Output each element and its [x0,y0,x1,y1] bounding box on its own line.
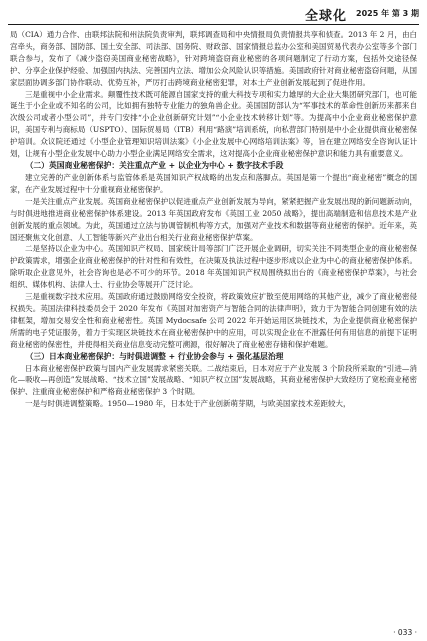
article-body [10,29,417,623]
paragraph: 一是关注重点产业发展。英国商业秘密保护以促进重点产业创新发展为导向，紧紧把握产业发展出现的新问题新动向，与时俱进地推进商业秘密保护体系建设。2013 年英国政府发布《英国工业 2050 战略》，提出高端制造和信息技术是产业创新发展的重点领域。为此，英国通过立法与协调管制机构等方式，加强对产业技术和数据等商业秘密的保护。近年来，英国还聚焦文化创意、人工智能等新兴产业出台相关行业商业秘密保护草案。 [10,196,417,242]
page-number: · 033 · [393,628,417,637]
paragraph: 局（CIA）通力合作、由联邦法院和州法院负责审判，联邦调查局和中央情报局负责情报共享和侦查。2013 年 2 月，由白宫牵头，商务部、国防部、国土安全部、司法部、国务院、财政部、国家情报总监办公室和美国贸易代表办公室等多个部门联合参与，发布了《减少盗窃美国商业秘密战略》，针对跨境盗窃商业秘密的各项问题制定了行动方案，包括外交途径保护、分享企业保护经验、加强国内执法、完善国内立法、增加公众风险认识等措施。美国政府针对商业秘密盗窃问题，从国家层面协调多部门协作联动、优势互补，严厉打击跨境商业秘密犯罪，对本土产业创新发展起到了促进作用。 [10,30,417,87]
paragraph: 一是与时俱进调整策略。1950—1980 年，日本处于产业创新萌芽期，与欧美国家技术差距较大， [25,399,351,409]
journal-brand: 全球化 [304,9,347,24]
paragraph: 三是重视数字技术应用。英国政府通过鼓励网络安全投资，将政策效应扩散至使用网络的其他产业，减少了商业秘密侵权损失。英国法律科技委员会于 2020 年发布《英国对加密资产与智能合同的法律声明》，致力于为智能合同创建有效的法律框架，增加交易安全性和商业秘密性。英国 Mydocsafe 公司 2022 年开始运用区块链技术，为企业提供商业秘密保护所需的电子凭证服务，着力于实现区块链技术在商业秘密保护中的应用，可以实现企业在不泄露任何有用信息的前提下证明商业秘密的保密性，并使得相关商业信息变动完整可溯源，很好解决了商业秘密存储和保护难题。 [10,292,417,349]
section-heading: （三）日本商业秘密保护：与时俱进调整 + 行业协会参与 + 强化基层治理 [25,351,284,361]
paragraph: 建立完善的产业创新体系与监管体系是英国知识产权战略的出发点和落脚点。英国是第一个提出“商业秘密”概念的国家，在产业发展过程中十分重视商业秘密保护。 [10,172,417,194]
paragraph: 三是重视中小企业需求。颠覆性技术既可能源自国家支持的重大科技专项和实力雄厚的大企业大集团研究部门，也可能诞生于小企业或不知名的公司，比如拥有独特专业能力的独角兽企业。美国国防部认为“军事技术的革命性创新历来都来自次级公司或者小型公司”，并专门安排“小企业创新研究计划”“小企业技术转移计划”等。为提高中小企业商业秘密保护意识，美国专利与商标局（USPTO）、国际贸易局（ITB）利用“路演”培训系统，向私营部门特别是中小企业提供商业秘密保护培训。众议院还通过《小型企业管理知识培训法案》《小企业发展中心网络培训法案》等，旨在建立网络安全咨询认证计划，让规有小型企业发展中心助力小型企业满足网络安全需求，这对提高小企业商业秘密保护意识和能力具有重要意义。 [10,89,417,159]
issue-number: 2025 年 第 3 期 [356,9,419,18]
journal-header [8,6,419,25]
paragraph: 日本商业秘密保护政策与国内产业发展需求紧密关联。二战结束后，日本对应于产业发展 3 个阶段所采取的“引进—消化—吸收—再创造”发展战略、“技术立国”发展战略、“知识产权立国”发展战略，其商业秘密保护大致经历了宽松商业秘密保护、注重商业秘密保护和严格商业秘密保护 3 个时期。 [10,363,417,397]
paragraph: 二是坚持以企业为中心。英国知识产权局、国家统计局等部门广泛开展企业调研，切实关注不同类型企业的商业秘密保护政策需求，增强企业商业秘密保护的针对性和有效性，在决策及执法过程中逐步形成以企业为中心的商业秘密保护体系。除听取企业意见外，社会咨询也是必不可少的环节。2018 年英国知识产权局围绕拟出台的《商业秘密保护草案》，与社会组织、媒体机构、法律人士、行业协会等展开广泛讨论。 [10,244,417,290]
section-heading: （二）英国商业秘密保护：关注重点产业 + 以企业为中心 + 数字技术手段 [25,160,284,170]
